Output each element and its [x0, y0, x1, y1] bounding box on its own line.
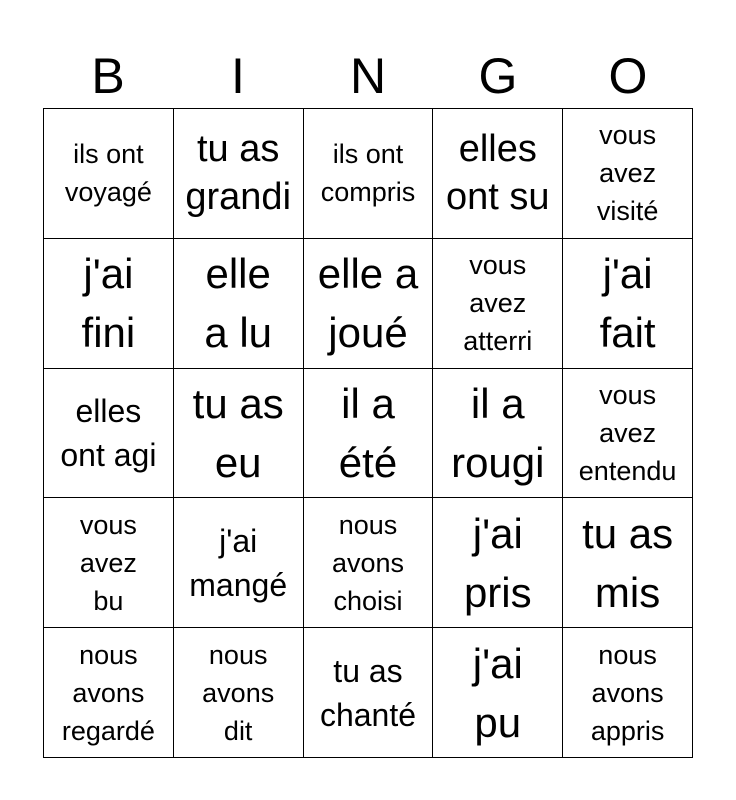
cell-text: nous avons choisi — [331, 509, 405, 616]
cell-text: j'ai mangé — [189, 522, 288, 603]
cell-text: il a rougi — [451, 379, 545, 486]
cell-text: vous avez entendu — [578, 379, 677, 486]
cell-text: j'ai fini — [81, 250, 136, 357]
header-letter-b: B — [91, 48, 125, 104]
bingo-cell[interactable] — [433, 109, 563, 239]
cell-text: elle a joué — [317, 250, 419, 357]
header-letter-i: I — [231, 48, 245, 104]
bingo-cell[interactable] — [304, 628, 434, 758]
cell-text: ils ont compris — [320, 139, 416, 208]
bingo-cell[interactable] — [563, 239, 693, 369]
bingo-cell[interactable] — [433, 498, 563, 628]
bingo-cell[interactable] — [44, 369, 174, 499]
cell-text: elles ont agi — [60, 392, 157, 473]
header-letter-o: O — [608, 48, 648, 104]
bingo-cell[interactable] — [174, 109, 304, 239]
bingo-cell[interactable] — [304, 369, 434, 499]
cell-text: vous avez atterri — [463, 250, 533, 357]
cell-text: nous avons regardé — [61, 639, 155, 746]
bingo-cell[interactable] — [174, 369, 304, 499]
cell-text: tu as grandi — [185, 128, 292, 219]
bingo-grid — [43, 108, 693, 758]
bingo-cell[interactable] — [563, 628, 693, 758]
cell-text: tu as eu — [192, 379, 284, 486]
bingo-cell[interactable] — [563, 109, 693, 239]
bingo-cell[interactable] — [433, 628, 563, 758]
cell-text: nous avons appris — [590, 639, 665, 746]
cell-text: tu as mis — [582, 509, 674, 616]
bingo-cell[interactable] — [304, 239, 434, 369]
cell-text: ils ont voyagé — [64, 139, 152, 208]
bingo-cell[interactable] — [304, 498, 434, 628]
bingo-cell[interactable] — [44, 109, 174, 239]
cell-text: j'ai pu — [472, 639, 523, 746]
bingo-cell[interactable] — [174, 498, 304, 628]
bingo-header — [43, 44, 693, 108]
cell-text: elle a lu — [204, 250, 273, 357]
bingo-cell[interactable] — [44, 239, 174, 369]
cell-text: vous avez visité — [596, 120, 659, 227]
cell-text: j'ai fait — [599, 250, 656, 357]
bingo-cell[interactable] — [174, 628, 304, 758]
header-letter-n: N — [349, 48, 387, 104]
bingo-cell[interactable] — [433, 369, 563, 499]
cell-text: j'ai pris — [463, 509, 532, 616]
bingo-cell[interactable] — [304, 109, 434, 239]
bingo-cell[interactable] — [44, 628, 174, 758]
cell-text: tu as chanté — [319, 652, 417, 733]
cell-text: il a été — [338, 379, 398, 486]
cell-text: nous avons dit — [202, 639, 275, 746]
header-letter-g: G — [478, 48, 518, 104]
bingo-cell[interactable] — [433, 239, 563, 369]
bingo-cell[interactable] — [563, 498, 693, 628]
cell-text: vous avez bu — [79, 509, 137, 616]
bingo-cell[interactable] — [563, 369, 693, 499]
bingo-cell[interactable] — [174, 239, 304, 369]
cell-text: elles ont su — [446, 128, 550, 219]
bingo-cell[interactable] — [44, 498, 174, 628]
